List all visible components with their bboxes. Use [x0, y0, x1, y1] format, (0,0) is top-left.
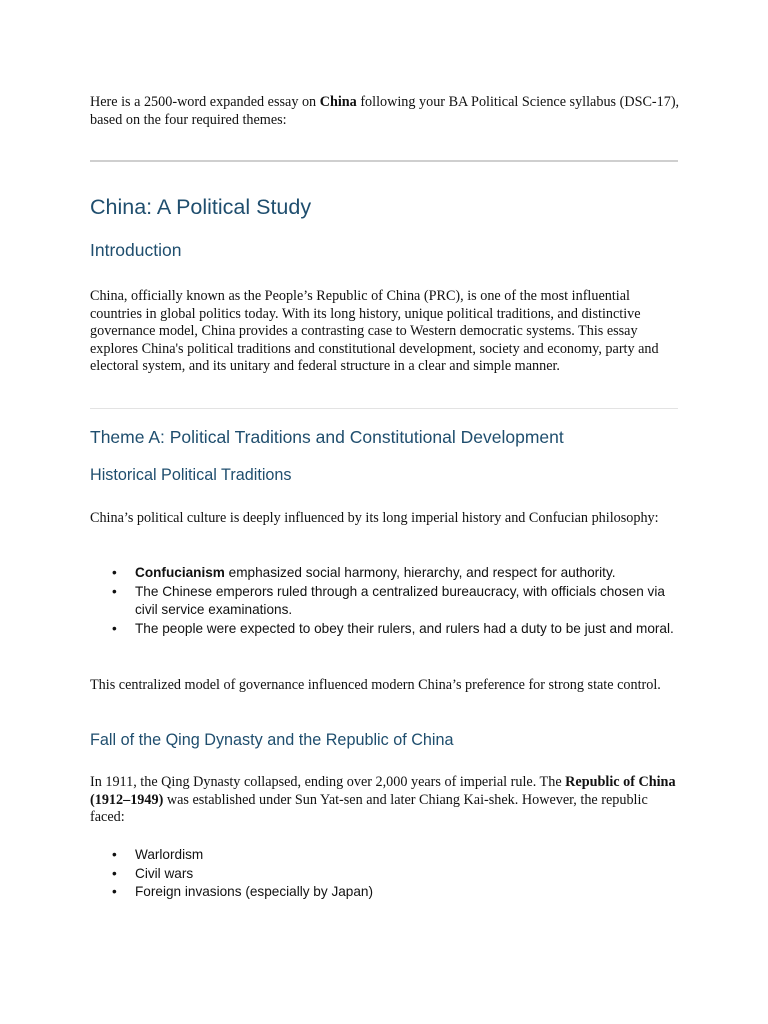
bullet-text: The people were expected to obey their rulers, and rulers had a duty to be just and moral.: [135, 620, 674, 636]
republic-challenges-list: [90, 846, 680, 902]
introduction-heading: Introduction: [90, 240, 182, 260]
bullet-text: The Chinese emperors ruled through a centralized bureaucracy, with officials chosen via civil service examinations.: [135, 583, 665, 617]
list-item: [90, 883, 680, 902]
intro-note: [90, 94, 685, 129]
historical-traditions-paragraph: China’s political culture is deeply influenced by its long imperial history and Confucian philosophy:: [90, 510, 659, 526]
intro-note-text-end: following your BA Political Science syllabus (DSC-17), based on the four required themes:: [90, 94, 680, 128]
centralized-model-paragraph: This centralized model of governance influenced modern China’s preference for strong state control.: [90, 677, 661, 693]
bullet-icon: •: [112, 847, 117, 862]
bullet-icon: •: [112, 583, 117, 599]
qing-dynasty-heading: Fall of the Qing Dynasty and the Republic of China: [90, 731, 454, 749]
introduction-paragraph: China, officially known as the People’s Republic of China (PRC), is one of the most influential countries in global politics today. With its long history, unique political traditions, and distinctive governance model, China provides a contrasting case to Western democratic systems. This essay explores China's political traditions and constitutional development, society and economy, party and electoral system, and its unitary and federal structure in a clear and simple manner.: [90, 288, 659, 374]
qing-text-end: was established under Sun Yat-sen and later Chiang Kai-shek. However, the republic faced:: [90, 791, 648, 825]
qing-dynasty-paragraph: [90, 774, 685, 827]
bullet-icon: •: [112, 565, 117, 580]
bullet-icon: •: [112, 620, 117, 636]
bullet-text: Civil wars: [135, 865, 194, 881]
bullet-text: Warlordism: [135, 847, 204, 862]
intro-note-text: Here is a 2500-word expanded essay on: [90, 94, 320, 110]
bullet-text: emphasized social harmony, hierarchy, and respect for authority.: [224, 565, 616, 580]
traditions-bullet-list: [90, 564, 680, 638]
list-item: [90, 865, 680, 884]
list-item: [90, 583, 680, 620]
section-divider-2: [90, 408, 678, 409]
historical-traditions-heading: Historical Political Traditions: [90, 466, 292, 484]
qing-bold: Republic of China (1912–1949): [90, 774, 676, 808]
bullet-text: Foreign invasions (especially by Japan): [135, 884, 374, 899]
qing-text: In 1911, the Qing Dynasty collapsed, ending over 2,000 years of imperial rule. The: [90, 774, 566, 790]
bullet-bold: Confucianism: [135, 565, 225, 580]
list-item: [90, 620, 680, 639]
intro-note-bold: China: [319, 94, 357, 110]
bullet-icon: •: [112, 884, 117, 899]
page-title: China: A Political Study: [90, 195, 312, 219]
section-divider: [90, 160, 678, 162]
theme-a-heading: Theme A: Political Traditions and Constitutional Development: [90, 427, 564, 447]
bullet-icon: •: [112, 865, 117, 881]
list-item: [90, 846, 680, 865]
list-item: [90, 564, 680, 583]
